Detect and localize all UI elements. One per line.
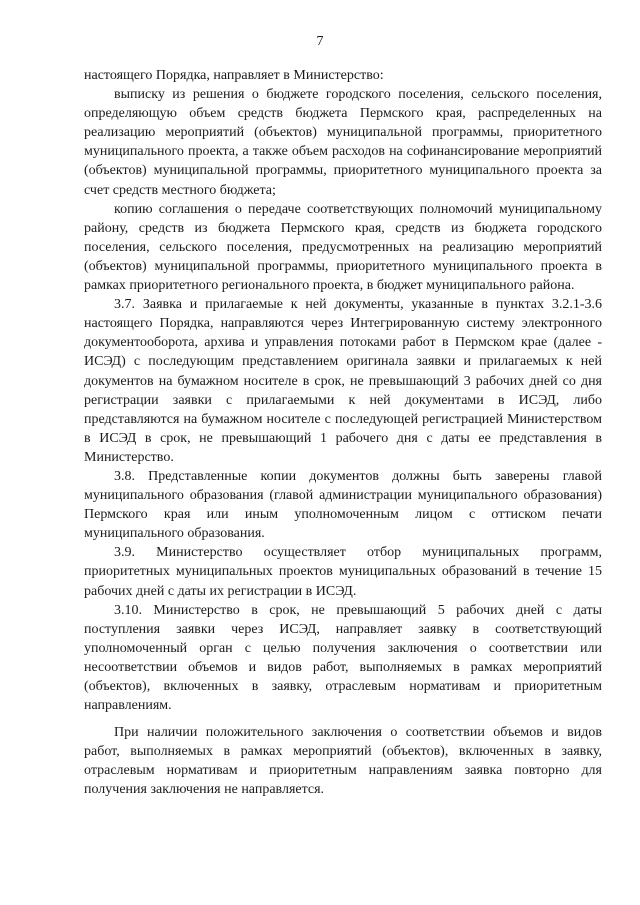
paragraph-3-10: 3.10. Министерство в срок, не превышающий 5 рабочих дней с даты поступления заявки через ИСЭД, направляет заявку в соответствующий уполномоченный орган с целью получения заключения о соответствии или несоответствии объемов и видов работ, выполняемых в рамках мероприятий (объектов), включенных в заявку, отраслевым нормативам и приоритетным направлениям. [84,602,602,714]
paragraph-intro: настоящего Порядка, направляет в Министерство: [84,68,384,83]
paragraph-3-9: 3.9. Министерство осуществляет отбор муниципальных программ, приоритетных муниципальных проектов муниципальных образований в течение 15 рабочих дней с даты их регистрации в ИСЭД. [84,545,602,599]
paragraph-3-8: 3.8. Представленные копии документов должны быть заверены главой муниципального образования (главой администрации муниципального образования) Пермского края или иным уполномоченным лицом с оттиском печати муниципального образования. [84,468,602,542]
paragraph-3-7: 3.7. Заявка и прилагаемые к ней документы, указанные в пунктах 3.2.1-3.6 настоящего Порядка, направляются через Интегрированную систему электронного документооборота, архива и управления потоками работ в Пермском крае (далее - ИСЭД) с последующим представлением оригинала заявки и прилагаемых к ней документов на бумажном носителе в срок, не превышающий 3 рабочих дней со дня регистрации заявки с прилагаемыми к ней документами в ИСЭД, либо представляются на бумажном носителе с последующей регистрацией Министерством в ИСЭД в срок, не превышающий 1 рабочего дня с даты ее представления в Министерство. [84,297,602,465]
document-body [84,66,602,800]
page-number: 7 [316,34,324,49]
paragraph-agreement-copy: копию соглашения о передаче соответствующих полномочий муниципальному району, средств из бюджета Пермского края, средств из бюджета городского поселения, сельского поселения, предусмотренных на реализацию мероприятий (объектов) муниципальной программы, приоритетного муниципального проекта в рамках приоритетного регионального проекта, в бюджет муниципального района. [84,201,602,294]
paragraph-positive-conclusion: При наличии положительного заключения о соответствии объемов и видов работ, выполняемых в рамках мероприятий (объектов), включенных в заявку, отраслевым нормативам и приоритетным направлениям заявка повторно для получения заключения не направляется. [84,725,602,798]
paragraph-budget-extract: выписку из решения о бюджете городского поселения, сельского поселения, определяющую объем средств бюджета Пермского края, распределенных на реализацию мероприятий (объектов) муниципальной программы, приоритетного муниципального проекта, а также объем расходов на софинансирование мероприятий (объектов) муниципальной программы, приоритетного муниципального проекта за счет средств местного бюджета; [84,87,602,198]
